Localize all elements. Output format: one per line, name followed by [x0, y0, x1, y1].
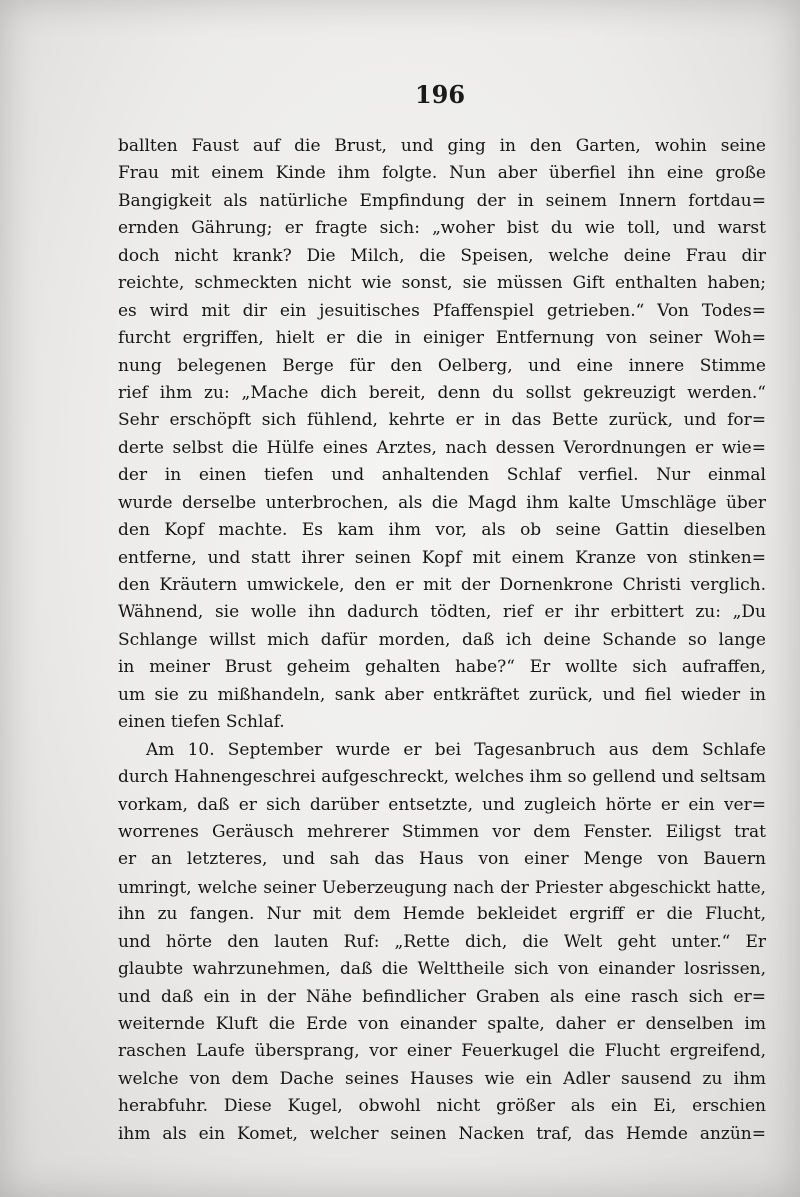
text-line: ihm als ein Komet, welcher seinen Nacken traf, das Hemde anzün=: [118, 1123, 766, 1144]
text-line: in meiner Brust geheim gehalten habe?“ Er wollte sich aufraffen,: [118, 657, 766, 678]
text-line: einen tiefen Schlaf.: [118, 712, 285, 733]
text-line: Wähnend, sie wolle ihn dadurch tödten, rief er ihr erbittert zu: „Du: [118, 602, 766, 623]
text-line: herabfuhr. Diese Kugel, obwohl nicht größer als ein Ei, erschien: [118, 1096, 766, 1117]
text-line: rief ihm zu: „Mache dich bereit, denn du sollst gekreuzigt werden.“: [118, 382, 766, 403]
text-line: Schlange willst mich dafür morden, daß ich deine Schande so lange: [118, 629, 766, 650]
text-line: den Kräutern umwickele, den er mit der Dornenkrone Christi verglich.: [118, 575, 766, 595]
text-line: es wird mit dir ein jesuitisches Pfaffenspiel getrieben.“ Von Todes=: [118, 300, 766, 321]
text-line: Frau mit einem Kinde ihm folgte. Nun aber überfiel ihn eine große: [118, 163, 766, 184]
text-line: worrenes Geräusch mehrerer Stimmen vor dem Fenster. Eiligst trat: [118, 821, 766, 842]
text-line: Bangigkeit als natürliche Empfindung der in seinem Innern fortdau=: [118, 190, 766, 211]
text-line: ihn zu fangen. Nur mit dem Hemde bekleidet ergriff er die Flucht,: [118, 904, 766, 925]
text-line: welche von dem Dache seines Hauses wie ein Adler sausend zu ihm: [118, 1068, 766, 1089]
text-line: furcht ergriffen, hielt er die in einiger Entfernung von seiner Woh=: [118, 328, 766, 349]
text-line: der in einen tiefen und anhaltenden Schlaf verfiel. Nur einmal: [118, 465, 766, 486]
text-line: umringt, welche seiner Ueberzeugung nach der Priester abgeschickt hatte,: [118, 876, 766, 897]
text-line: um sie zu mißhandeln, sank aber entkräftet zurück, und fiel wieder in: [118, 684, 766, 705]
text-line: entferne, und statt ihrer seinen Kopf mit einem Kranze von stinken=: [118, 547, 766, 568]
text-line: ballten Faust auf die Brust, und ging in den Garten, wohin seine: [118, 136, 766, 156]
text-line: ernden Gährung; er fragte sich: „woher bist du wie toll, und warst: [118, 218, 766, 239]
page-number: 196: [414, 80, 466, 109]
text-line: reichte, schmeckten nicht wie sonst, sie müssen Gift enthalten haben;: [118, 273, 766, 294]
text-line: und hörte den lauten Ruf: „Rette dich, die Welt geht unter.“ Er: [118, 931, 766, 952]
text-line: Am 10. September wurde er bei Tagesanbruch aus dem Schlafe: [146, 739, 766, 760]
text-line: er an letzteres, und sah das Haus von einer Menge von Bauern: [118, 849, 766, 870]
body-text: [118, 133, 766, 1148]
text-line: nung belegenen Berge für den Oelberg, und eine innere Stimme: [118, 355, 766, 376]
text-line: derte selbst die Hülfe eines Arztes, nach dessen Verordnungen er wie=: [118, 437, 766, 458]
text-line: durch Hahnengeschrei aufgeschreckt, welches ihm so gellend und seltsam: [118, 767, 766, 788]
text-line: doch nicht krank? Die Milch, die Speisen, welche deine Frau dir: [118, 245, 766, 266]
text-line: vorkam, daß er sich darüber entsetzte, und zugleich hörte er ein ver=: [118, 794, 766, 815]
text-line: glaubte wahrzunehmen, daß die Welttheile sich von einander losrissen,: [118, 959, 766, 980]
text-line: weiternde Kluft die Erde von einander spalte, daher er denselben im: [118, 1014, 766, 1034]
text-line: wurde derselbe unterbrochen, als die Magd ihm kalte Umschläge über: [118, 492, 766, 513]
text-line: den Kopf machte. Es kam ihm vor, als ob seine Gattin dieselben: [118, 520, 766, 541]
text-line: raschen Laufe übersprang, vor einer Feuerkugel die Flucht ergreifend,: [118, 1041, 766, 1062]
text-line: Sehr erschöpft sich fühlend, kehrte er in das Bette zurück, und for=: [118, 410, 766, 431]
text-line: und daß ein in der Nähe befindlicher Graben als eine rasch sich er=: [118, 986, 766, 1007]
